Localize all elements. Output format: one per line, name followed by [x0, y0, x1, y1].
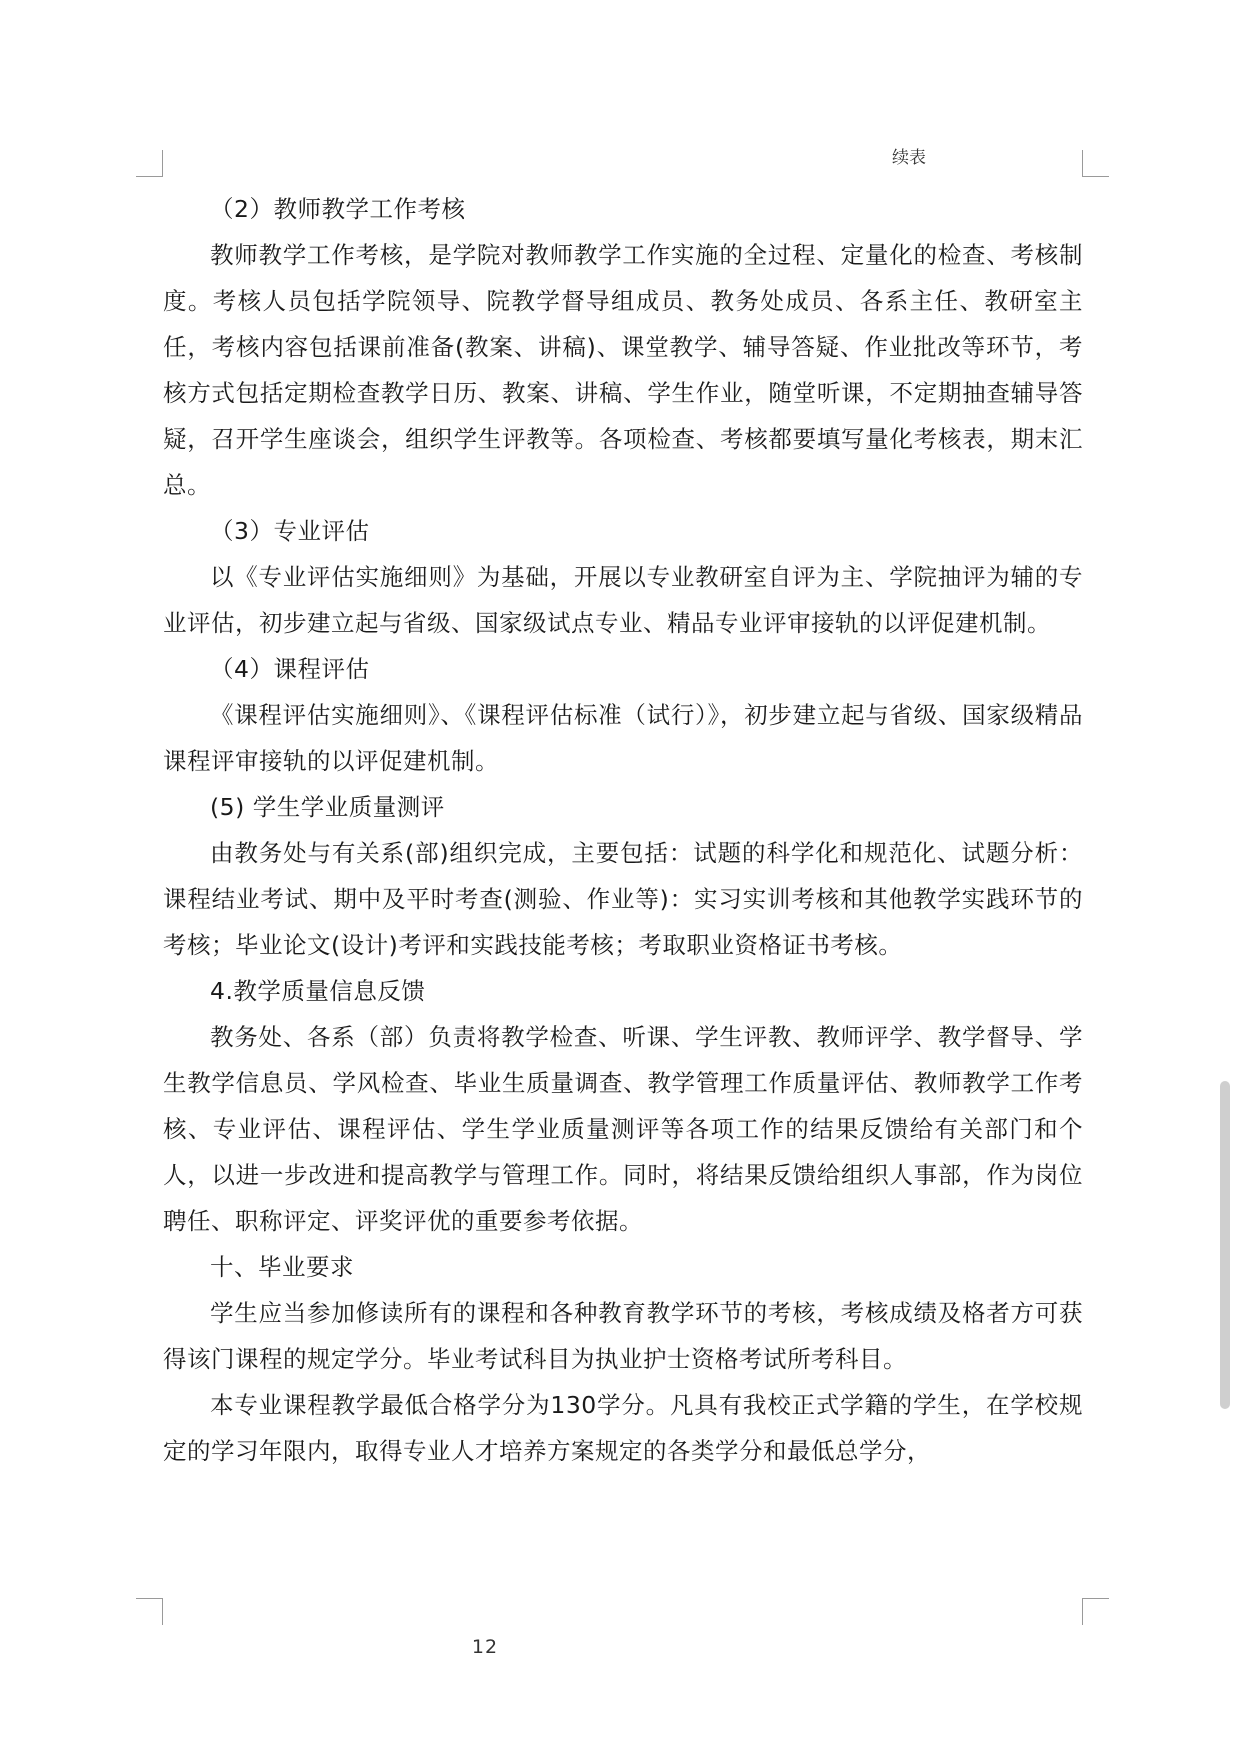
paragraph: 以《专业评估实施细则》为基础，开展以专业教研室自评为主、学院抽评为辅的专业评估，初步建立起与省级、国家级试点专业、精品专业评审接轨的以评促建机制。: [163, 563, 1083, 637]
crop-mark-top-left: [136, 150, 163, 177]
section-heading: （3）专业评估: [210, 517, 370, 545]
continued-table-note: 续表: [892, 148, 926, 168]
paragraph: 教务处、各系（部）负责将教学检查、听课、学生评教、教师评学、教学督导、学生教学信息员、学风检查、毕业生质量调查、教学管理工作质量评估、教师教学工作考核、专业评估、课程评估、学生学业质量测评等各项工作的结果反馈给有关部门和个人，以进一步改进和提高教学与管理工作。同时，将结果反馈给组织人事部，作为岗位聘任、职称评定、评奖评优的重要参考依据。: [163, 1023, 1083, 1235]
paragraph: 由教务处与有关系(部)组织完成，主要包括：试题的科学化和规范化、试题分析：课程结业考试、期中及平时考查(测验、作业等)：实习实训考核和其他教学实践环节的考核；毕业论文(设计)考评和实践技能考核；考取职业资格证书考核。: [163, 839, 1083, 959]
section-heading: （4）课程评估: [210, 655, 370, 683]
scrollbar-thumb[interactable]: [1220, 1081, 1230, 1409]
crop-mark-top-right: [1082, 150, 1109, 177]
crop-mark-bottom-left: [136, 1598, 163, 1625]
paragraph: 教师教学工作考核，是学院对教师教学工作实施的全过程、定量化的检查、考核制度。考核人员包括学院领导、院教学督导组成员、教务处成员、各系主任、教研室主任，考核内容包括课前准备(教案、讲稿)、课堂教学、辅导答疑、作业批改等环节，考核方式包括定期检查教学日历、教案、讲稿、学生作业，随堂听课，不定期抽查辅导答疑，召开学生座谈会，组织学生评教等。各项检查、考核都要填写量化考核表，期末汇总。: [163, 241, 1083, 499]
paragraph: 学生应当参加修读所有的课程和各种教育教学环节的考核，考核成绩及格者方可获得该门课程的规定学分。毕业考试科目为执业护士资格考试所考科目。: [163, 1299, 1083, 1373]
section-heading: （2）教师教学工作考核: [210, 195, 466, 223]
section-heading: 4.教学质量信息反馈: [210, 977, 426, 1005]
paragraph: 本专业课程教学最低合格学分为130学分。凡具有我校正式学籍的学生，在学校规定的学习年限内，取得专业人才培养方案规定的各类学分和最低总学分，: [163, 1391, 1083, 1465]
section-heading: 十、毕业要求: [210, 1253, 354, 1281]
document-body: [163, 186, 1083, 1474]
section-heading: (5) 学生学业质量测评: [210, 793, 445, 821]
paragraph: 《课程评估实施细则》、《课程评估标准（试行）》，初步建立起与省级、国家级精品课程评审接轨的以评促建机制。: [163, 701, 1083, 775]
page-number: 12: [471, 1636, 499, 1658]
crop-mark-bottom-right: [1082, 1598, 1109, 1625]
